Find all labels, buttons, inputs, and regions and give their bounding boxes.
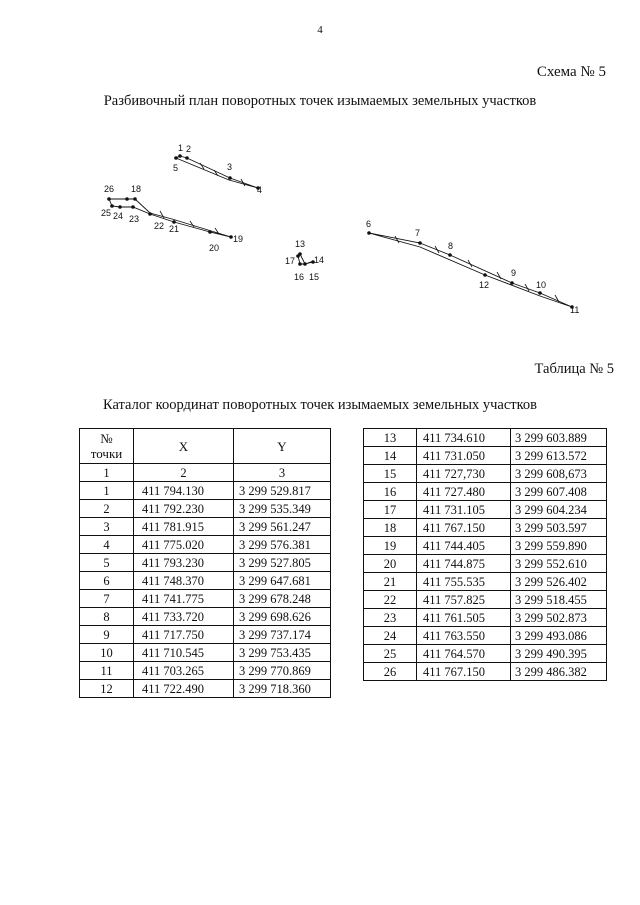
- point-marker: [208, 230, 212, 234]
- x-coordinate-cell: 411 731.050: [417, 447, 511, 465]
- point-label-23: 23: [129, 214, 140, 224]
- column-number: 1: [80, 464, 134, 482]
- y-coordinate-cell: 3 299 526.402: [511, 573, 607, 591]
- table-row: [80, 536, 331, 554]
- point-marker: [125, 197, 129, 201]
- point-number-cell: 6: [80, 572, 134, 590]
- point-number-cell: 5: [80, 554, 134, 572]
- point-label-10: 10: [536, 280, 547, 290]
- x-coordinate-cell: 411 764.570: [417, 645, 511, 663]
- point-label-6: 6: [366, 219, 372, 229]
- table-title: Каталог координат поворотных точек изымаемых земельных участков: [102, 397, 538, 413]
- x-coordinate-cell: 411 767.150: [417, 663, 511, 681]
- table-row: [364, 627, 607, 645]
- y-coordinate-cell: 3 299 486.382: [511, 663, 607, 681]
- point-label-11: 11: [570, 305, 580, 315]
- table-row: [364, 501, 607, 519]
- point-label-25: 25: [101, 208, 112, 218]
- point-label-9: 9: [511, 268, 517, 278]
- point-label-24: 24: [113, 211, 124, 221]
- layout-plan-diagram: [0, 120, 640, 360]
- scheme-title: Разбивочный план поворотных точек изымаемых земельных участков: [103, 93, 537, 109]
- table-header-row: [80, 429, 331, 464]
- point-label-18: 18: [131, 184, 142, 194]
- point-number-cell: 14: [364, 447, 417, 465]
- x-coordinate-cell: 411 733.720: [134, 608, 234, 626]
- header-num-word: точки: [90, 446, 123, 461]
- x-coordinate-cell: 411 741.775: [134, 590, 234, 608]
- point-marker: [185, 156, 189, 160]
- header-x: X: [134, 429, 234, 464]
- point-number-cell: 9: [80, 626, 134, 644]
- x-coordinate-cell: 411 717.750: [134, 626, 234, 644]
- point-marker: [483, 273, 487, 277]
- point-number-cell: 25: [364, 645, 417, 663]
- y-coordinate-cell: 3 299 613.572: [511, 447, 607, 465]
- coordinates-table-left: [79, 428, 331, 698]
- x-coordinate-cell: 411 767.150: [417, 519, 511, 537]
- header-y: Y: [234, 429, 331, 464]
- point-marker: [118, 205, 122, 209]
- table-row: [80, 554, 331, 572]
- table-row: [364, 591, 607, 609]
- table-row: [80, 572, 331, 590]
- y-coordinate-cell: 3 299 604.234: [511, 501, 607, 519]
- y-coordinate-cell: 3 299 608,673: [511, 465, 607, 483]
- point-label-14: 14: [314, 255, 325, 265]
- table-row: [364, 447, 607, 465]
- x-coordinate-cell: 411 731.105: [417, 501, 511, 519]
- x-coordinate-cell: 411 793.230: [134, 554, 234, 572]
- point-number-cell: 15: [364, 465, 417, 483]
- table-row: [80, 662, 331, 680]
- point-number-cell: 22: [364, 591, 417, 609]
- y-coordinate-cell: 3 299 647.681: [234, 572, 331, 590]
- point-number-cell: 17: [364, 501, 417, 519]
- point-number-cell: 8: [80, 608, 134, 626]
- x-coordinate-cell: 411 748.370: [134, 572, 234, 590]
- point-label-3: 3: [227, 162, 233, 172]
- y-coordinate-cell: 3 299 527.805: [234, 554, 331, 572]
- point-number-cell: 10: [80, 644, 134, 662]
- point-number-cell: 1: [80, 482, 134, 500]
- point-label-4: 4: [257, 185, 263, 195]
- point-marker: [148, 212, 152, 216]
- y-coordinate-cell: 3 299 698.626: [234, 608, 331, 626]
- x-coordinate-cell: 411 703.265: [134, 662, 234, 680]
- point-labels: [101, 143, 579, 315]
- point-marker: [178, 154, 182, 158]
- point-marker: [298, 252, 302, 256]
- point-label-2: 2: [186, 144, 192, 154]
- point-label-20: 20: [209, 243, 220, 253]
- page-number: 4: [317, 24, 323, 36]
- point-label-15: 15: [309, 272, 320, 282]
- x-coordinate-cell: 411 792.230: [134, 500, 234, 518]
- y-coordinate-cell: 3 299 493.086: [511, 627, 607, 645]
- y-coordinate-cell: 3 299 576.381: [234, 536, 331, 554]
- point-label-8: 8: [448, 241, 454, 251]
- point-number-cell: 12: [80, 680, 134, 698]
- x-coordinate-cell: 411 755.535: [417, 573, 511, 591]
- table-row: [80, 626, 331, 644]
- x-coordinate-cell: 411 727,730: [417, 465, 511, 483]
- point-number-cell: 20: [364, 555, 417, 573]
- point-number-cell: 3: [80, 518, 134, 536]
- column-number-row: [80, 464, 331, 482]
- point-marker: [448, 253, 452, 257]
- y-coordinate-cell: 3 299 518.455: [511, 591, 607, 609]
- y-coordinate-cell: 3 299 552.610: [511, 555, 607, 573]
- y-coordinate-cell: 3 299 678.248: [234, 590, 331, 608]
- point-number-cell: 11: [80, 662, 134, 680]
- point-label-7: 7: [415, 228, 421, 238]
- point-marker: [510, 281, 514, 285]
- point-label-5: 5: [173, 163, 179, 173]
- x-coordinate-cell: 411 761.505: [417, 609, 511, 627]
- y-coordinate-cell: 3 299 737.174: [234, 626, 331, 644]
- point-marker: [131, 205, 135, 209]
- point-marker: [418, 241, 422, 245]
- table-row: [80, 518, 331, 536]
- point-marker: [133, 197, 137, 201]
- x-coordinate-cell: 411 710.545: [134, 644, 234, 662]
- x-coordinate-cell: 411 775.020: [134, 536, 234, 554]
- x-coordinate-cell: 411 757.825: [417, 591, 511, 609]
- x-coordinate-cell: 411 744.405: [417, 537, 511, 555]
- point-label-19: 19: [233, 234, 244, 244]
- point-number-cell: 4: [80, 536, 134, 554]
- y-coordinate-cell: 3 299 770.869: [234, 662, 331, 680]
- column-number: 2: [134, 464, 234, 482]
- y-coordinate-cell: 3 299 529.817: [234, 482, 331, 500]
- point-label-12: 12: [479, 280, 490, 290]
- table-row: [80, 482, 331, 500]
- x-coordinate-cell: 411 794.130: [134, 482, 234, 500]
- point-marker: [298, 262, 302, 266]
- table-row: [80, 590, 331, 608]
- table-row: [364, 573, 607, 591]
- point-marker: [107, 197, 111, 201]
- point-marker: [174, 156, 178, 160]
- point-number-cell: 26: [364, 663, 417, 681]
- dash-ticks: [160, 163, 559, 302]
- column-number: 3: [234, 464, 331, 482]
- y-coordinate-cell: 3 299 561.247: [234, 518, 331, 536]
- table-label: Таблица № 5: [534, 361, 614, 377]
- x-coordinate-cell: 411 727.480: [417, 483, 511, 501]
- y-coordinate-cell: 3 299 502.873: [511, 609, 607, 627]
- x-coordinate-cell: 411 722.490: [134, 680, 234, 698]
- header-num-sign: №: [100, 431, 113, 446]
- point-number-cell: 19: [364, 537, 417, 555]
- point-number-cell: 7: [80, 590, 134, 608]
- table-row: [364, 483, 607, 501]
- point-label-13: 13: [295, 239, 306, 249]
- scheme-label: Схема № 5: [536, 64, 606, 80]
- table-row: [364, 645, 607, 663]
- header-point-number: [80, 429, 134, 464]
- y-coordinate-cell: 3 299 607.408: [511, 483, 607, 501]
- table-row: [364, 555, 607, 573]
- y-coordinate-cell: 3 299 753.435: [234, 644, 331, 662]
- y-coordinate-cell: 3 299 503.597: [511, 519, 607, 537]
- point-number-cell: 18: [364, 519, 417, 537]
- table-row: [364, 663, 607, 681]
- x-coordinate-cell: 411 763.550: [417, 627, 511, 645]
- point-number-cell: 24: [364, 627, 417, 645]
- point-label-1: 1: [178, 143, 184, 153]
- table-row: [80, 608, 331, 626]
- point-marker: [538, 291, 542, 295]
- point-marker: [367, 231, 371, 235]
- y-coordinate-cell: 3 299 559.890: [511, 537, 607, 555]
- x-coordinate-cell: 411 734.610: [417, 429, 511, 447]
- point-marker: [303, 262, 307, 266]
- x-coordinate-cell: 411 744.875: [417, 555, 511, 573]
- table-row: [80, 500, 331, 518]
- y-coordinate-cell: 3 299 603.889: [511, 429, 607, 447]
- point-label-21: 21: [169, 224, 180, 234]
- x-coordinate-cell: 411 781.915: [134, 518, 234, 536]
- point-number-cell: 16: [364, 483, 417, 501]
- y-coordinate-cell: 3 299 718.360: [234, 680, 331, 698]
- point-number-cell: 13: [364, 429, 417, 447]
- point-label-22: 22: [154, 221, 165, 231]
- point-number-cell: 2: [80, 500, 134, 518]
- coordinates-table-right: [363, 428, 607, 681]
- point-label-16: 16: [294, 272, 305, 282]
- y-coordinate-cell: 3 299 490.395: [511, 645, 607, 663]
- parcel-outline-6-12: [369, 233, 572, 307]
- point-label-26: 26: [104, 184, 115, 194]
- table-row: [80, 680, 331, 698]
- point-label-17: 17: [285, 256, 296, 266]
- point-marker: [228, 176, 232, 180]
- table-row: [364, 465, 607, 483]
- table-row: [364, 537, 607, 555]
- table-row: [80, 644, 331, 662]
- table-row: [364, 519, 607, 537]
- parcel-outline-1-5: [176, 156, 258, 188]
- point-number-cell: 23: [364, 609, 417, 627]
- y-coordinate-cell: 3 299 535.349: [234, 500, 331, 518]
- table-row: [364, 609, 607, 627]
- point-number-cell: 21: [364, 573, 417, 591]
- table-row: [364, 429, 607, 447]
